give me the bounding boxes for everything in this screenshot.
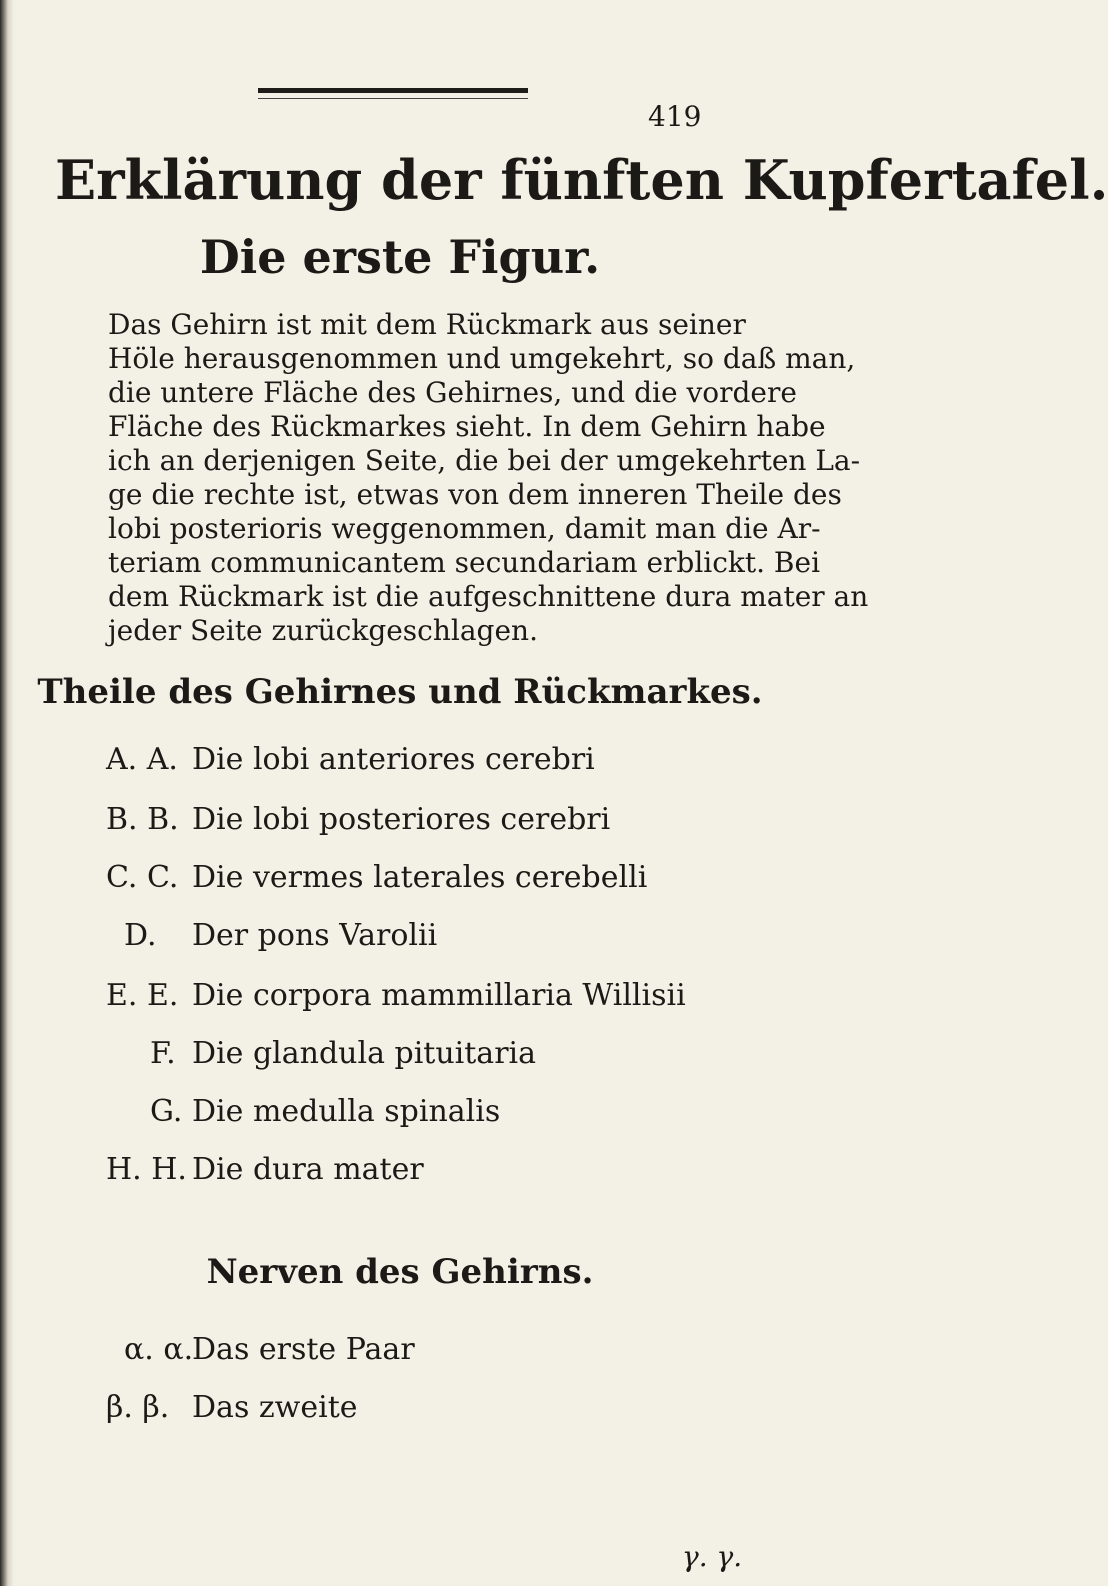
paragraph-line: Höle herausgenommen und umgekehrt, so daß man,: [108, 342, 856, 375]
item-desc: Die dura mater: [192, 1152, 424, 1187]
page-number: 419: [648, 100, 702, 133]
item-desc: Die lobi anteriores cerebri: [192, 742, 595, 777]
item-desc: Die medulla spinalis: [192, 1094, 501, 1129]
item-key: H. H.: [106, 1152, 187, 1187]
paragraph-line: ge die rechte ist, etwas von dem inneren Theile des: [108, 478, 842, 511]
paragraph-line: die untere Fläche des Gehirnes, und die vordere: [108, 376, 797, 409]
description-paragraph: [108, 308, 869, 648]
list-item: [150, 1036, 536, 1071]
paragraph-line: jeder Seite zurückgeschlagen.: [108, 614, 538, 647]
paragraph-line: dem Rückmark ist die aufgeschnittene dura mater an: [108, 580, 869, 613]
paragraph-line: lobi posterioris weggenommen, damit man die Ar-: [108, 512, 821, 545]
item-key: G.: [150, 1094, 183, 1129]
section-heading-nerves: Nerven des Gehirns.: [206, 1252, 594, 1292]
list-item: [106, 1390, 358, 1425]
item-key: C. C.: [106, 860, 179, 895]
list-item: [106, 742, 595, 777]
list-item: [124, 1332, 415, 1367]
list-item: [106, 1152, 424, 1187]
item-key: D.: [124, 918, 157, 953]
paragraph-line: Das Gehirn ist mit dem Rückmark aus seiner: [108, 308, 746, 341]
catchword: γ. γ.: [682, 1540, 743, 1573]
page-title: Erklärung der fünften Kupfertafel.: [55, 148, 1108, 212]
item-key: A. A.: [106, 742, 178, 777]
decorative-rule: [258, 88, 528, 93]
item-desc: Die corpora mammillaria Willisii: [192, 978, 686, 1013]
list-item: [124, 918, 437, 953]
item-key: B. B.: [106, 802, 179, 837]
paragraph-line: teriam communicantem secundariam erblickt. Bei: [108, 546, 821, 579]
item-desc: Das zweite: [192, 1390, 358, 1425]
figure-subtitle: Die erste Figur.: [199, 230, 601, 284]
item-key: E. E.: [106, 978, 179, 1013]
item-desc: Das erste Paar: [192, 1332, 415, 1367]
item-desc: Die vermes laterales cerebelli: [192, 860, 648, 895]
decorative-rule-thin: [258, 98, 528, 99]
paragraph-line: Fläche des Rückmarkes sieht. In dem Gehirn habe: [108, 410, 826, 443]
item-desc: Der pons Varolii: [192, 918, 438, 953]
section-heading-parts: Theile des Gehirnes und Rückmarkes.: [37, 672, 763, 712]
item-key: α. α.: [124, 1332, 194, 1367]
paragraph-line: ich an derjenigen Seite, die bei der umgekehrten La-: [108, 444, 861, 477]
item-key: β. β.: [106, 1390, 170, 1425]
list-item: [150, 1094, 500, 1129]
item-key: F.: [150, 1036, 176, 1071]
list-item: [106, 860, 647, 895]
list-item: [106, 802, 610, 837]
list-item: [106, 978, 686, 1013]
item-desc: Die lobi posteriores cerebri: [192, 802, 611, 837]
item-desc: Die glandula pituitaria: [192, 1036, 537, 1071]
